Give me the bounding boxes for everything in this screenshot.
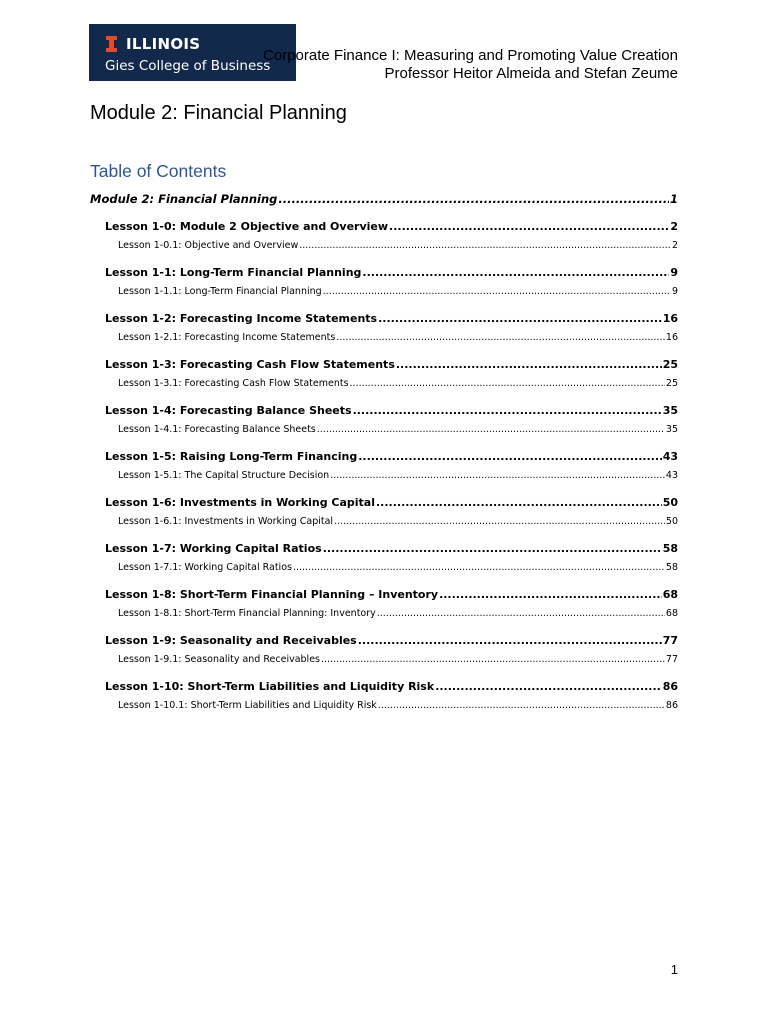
toc-entry-sublesson[interactable] xyxy=(90,516,678,530)
page-title: Module 2: Financial Planning xyxy=(90,102,347,124)
toc-entry-page: 58 xyxy=(665,562,678,573)
toc-leader-dots xyxy=(378,312,662,325)
toc-leader-dots xyxy=(336,332,665,343)
toc-entry-sublesson[interactable] xyxy=(90,608,678,622)
toc-entry-label: Lesson 1-8.1: Short-Term Financial Planning: Inventory xyxy=(118,608,376,619)
toc-leader-dots xyxy=(299,240,671,251)
toc-entry-sublesson[interactable] xyxy=(90,378,678,392)
toc-entry-lesson[interactable] xyxy=(90,404,678,420)
toc-entry-lesson[interactable] xyxy=(90,450,678,466)
toc-entry-page: 1 xyxy=(669,192,678,206)
toc-leader-dots xyxy=(350,378,665,389)
toc-entry-page: 50 xyxy=(662,496,678,509)
toc-entry-page: 35 xyxy=(665,424,678,435)
toc-entry-sublesson[interactable] xyxy=(90,424,678,438)
toc-leader-dots xyxy=(278,192,669,206)
toc-entry-label: Lesson 1-1: Long-Term Financial Planning xyxy=(105,266,362,279)
toc-entry-label: Lesson 1-9.1: Seasonality and Receivables xyxy=(118,654,320,665)
toc-leader-dots xyxy=(362,266,669,279)
toc-entry-lesson[interactable] xyxy=(90,312,678,328)
toc-entry-page: 16 xyxy=(662,312,678,325)
toc-lesson-list xyxy=(90,220,678,714)
toc-heading: Table of Contents xyxy=(90,161,227,181)
toc-entry-label: Lesson 1-7: Working Capital Ratios xyxy=(105,542,322,555)
toc-entry-label: Lesson 1-0: Module 2 Objective and Overview xyxy=(105,220,389,233)
toc-entry-label: Lesson 1-2.1: Forecasting Income Statements xyxy=(118,332,336,343)
toc-entry-page: 9 xyxy=(670,266,678,279)
toc-entry-page: 50 xyxy=(665,516,678,527)
table-of-contents xyxy=(90,192,678,714)
toc-leader-dots xyxy=(358,634,662,647)
toc-entry-page: 68 xyxy=(662,588,678,601)
toc-leader-dots xyxy=(330,470,665,481)
toc-entry-page: 86 xyxy=(665,700,678,711)
toc-entry-label: Module 2: Financial Planning xyxy=(90,192,278,206)
toc-entry-lesson[interactable] xyxy=(90,588,678,604)
toc-entry-label: Lesson 1-5.1: The Capital Structure Decision xyxy=(118,470,330,481)
toc-entry-label: Lesson 1-1.1: Long-Term Financial Planning xyxy=(118,286,322,297)
toc-entry-lesson[interactable] xyxy=(90,266,678,282)
toc-leader-dots xyxy=(376,496,662,509)
toc-leader-dots xyxy=(377,608,665,619)
toc-entry-page: 68 xyxy=(665,608,678,619)
toc-entry-page: 25 xyxy=(662,358,678,371)
toc-entry-label: Lesson 1-7.1: Working Capital Ratios xyxy=(118,562,292,573)
toc-leader-dots xyxy=(358,450,661,463)
toc-entry-label: Lesson 1-5: Raising Long-Term Financing xyxy=(105,450,358,463)
toc-leader-dots xyxy=(334,516,665,527)
toc-entry-label: Lesson 1-10.1: Short-Term Liabilities and Liquidity Risk xyxy=(118,700,377,711)
toc-leader-dots xyxy=(317,424,665,435)
toc-entry-label: Lesson 1-4: Forecasting Balance Sheets xyxy=(105,404,352,417)
toc-entry-label: Lesson 1-6.1: Investments in Working Capital xyxy=(118,516,334,527)
professor-names: Professor Heitor Almeida and Stefan Zeume xyxy=(384,65,678,82)
toc-entry-lesson[interactable] xyxy=(90,542,678,558)
toc-entry-label: Lesson 1-9: Seasonality and Receivables xyxy=(105,634,357,647)
toc-leader-dots xyxy=(293,562,665,573)
toc-entry-label: Lesson 1-10: Short-Term Liabilities and Liquidity Risk xyxy=(105,680,435,693)
toc-entry-lesson[interactable] xyxy=(90,496,678,512)
toc-leader-dots xyxy=(396,358,662,371)
toc-entry-page: 25 xyxy=(665,378,678,389)
course-title: Corporate Finance I: Measuring and Promoting Value Creation xyxy=(263,47,678,64)
toc-entry-label: Lesson 1-8: Short-Term Financial Planning – Inventory xyxy=(105,588,439,601)
toc-entry-page: 9 xyxy=(671,286,678,297)
toc-entry-lesson[interactable] xyxy=(90,680,678,696)
toc-entry-lesson[interactable] xyxy=(90,358,678,374)
toc-entry-page: 16 xyxy=(665,332,678,343)
toc-leader-dots xyxy=(389,220,669,233)
toc-entry-sublesson[interactable] xyxy=(90,240,678,254)
toc-entry-page: 58 xyxy=(662,542,678,555)
toc-entry-page: 2 xyxy=(670,220,678,233)
toc-entry-label: Lesson 1-3: Forecasting Cash Flow Statements xyxy=(105,358,395,371)
toc-leader-dots xyxy=(353,404,662,417)
toc-entry-sublesson[interactable] xyxy=(90,654,678,668)
toc-entry-label: Lesson 1-3.1: Forecasting Cash Flow Statements xyxy=(118,378,349,389)
toc-entry-page: 86 xyxy=(662,680,678,693)
toc-entry-sublesson[interactable] xyxy=(90,562,678,576)
toc-leader-dots xyxy=(321,654,665,665)
page-number: 1 xyxy=(670,962,678,977)
toc-entry-page: 2 xyxy=(671,240,678,251)
toc-entry-lesson[interactable] xyxy=(90,220,678,236)
logo-college-name: Gies College of Business xyxy=(105,58,271,74)
toc-entry-page: 77 xyxy=(662,634,678,647)
toc-entry-lesson[interactable] xyxy=(90,634,678,650)
toc-entry-page: 77 xyxy=(665,654,678,665)
toc-leader-dots xyxy=(323,286,671,297)
toc-entry-page: 43 xyxy=(662,450,678,463)
running-header xyxy=(263,47,678,83)
toc-leader-dots xyxy=(439,588,662,601)
toc-entry-label: Lesson 1-4.1: Forecasting Balance Sheets xyxy=(118,424,316,435)
toc-entry-sublesson[interactable] xyxy=(90,286,678,300)
toc-entry-module[interactable] xyxy=(90,192,678,209)
toc-entry-sublesson[interactable] xyxy=(90,700,678,714)
logo-wordmark: ILLINOIS xyxy=(126,35,201,53)
toc-leader-dots xyxy=(378,700,665,711)
toc-entry-label: Lesson 1-6: Investments in Working Capital xyxy=(105,496,375,509)
toc-leader-dots xyxy=(435,680,662,693)
toc-entry-label: Lesson 1-2: Forecasting Income Statements xyxy=(105,312,378,325)
toc-entry-page: 43 xyxy=(665,470,678,481)
toc-entry-sublesson[interactable] xyxy=(90,332,678,346)
toc-entry-label: Lesson 1-0.1: Objective and Overview xyxy=(118,240,299,251)
toc-leader-dots xyxy=(323,542,662,555)
toc-entry-sublesson[interactable] xyxy=(90,470,678,484)
block-i-icon xyxy=(106,36,117,52)
toc-entry-page: 35 xyxy=(662,404,678,417)
